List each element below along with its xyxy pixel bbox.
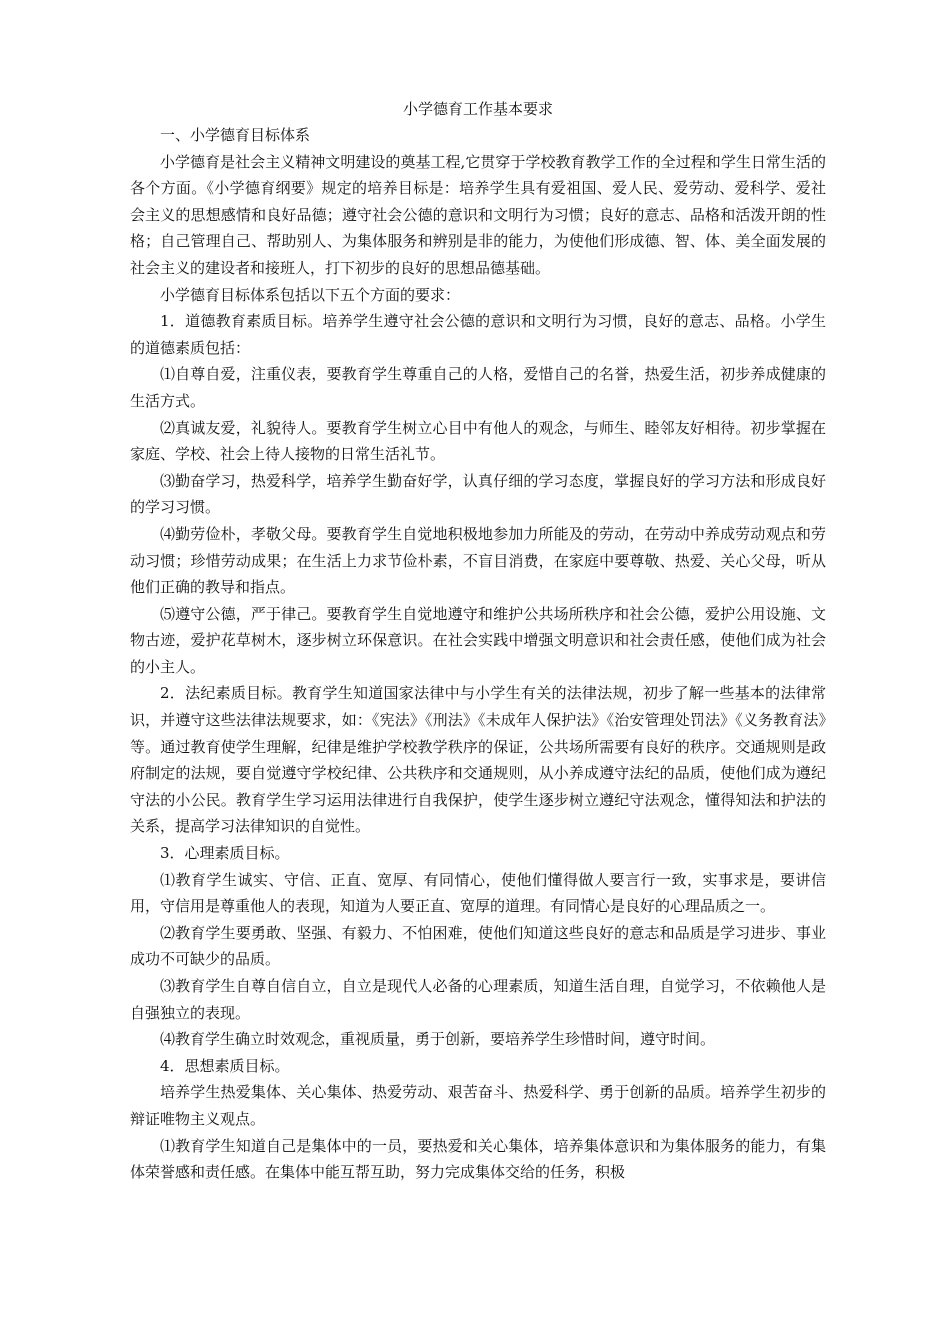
section-heading: 一、小学德育目标体系	[160, 126, 311, 144]
paragraph: 2．法纪素质目标。教育学生知道国家法律中与小学生有关的法律法规，初步了解一些基本的法律常识，并遵守这些法律法规要求，如：《宪法》《刑法》《未成年人保护法》《治安管理处罚法》《义务教育法》等。通过教育使学生理解，纪律是维护学校教学秩序的保证，公共场所需要有良好的秩序。交通规则是政府制定的法规，要自觉遵守学校纪律、公共秩序和交通规则，从小养成遵守法纪的品质，使他们成为遵纪守法的小公民。教育学生学习运用法律进行自我保护，使学生逐步树立遵纪守法观念，懂得知法和护法的关系，提高学习法律知识的自觉性。	[130, 684, 826, 836]
paragraph: 1．道德教育素质目标。培养学生遵守社会公德的意识和文明行为习惯，良好的意志、品格。小学生的道德素质包括：	[130, 312, 826, 357]
list-item: ⑴自尊自爱，注重仪表，要教育学生尊重自己的人格，爱惜自己的名誉，热爱生活，初步养成健康的生活方式。	[130, 365, 826, 410]
document-title: 小学德育工作基本要求	[402, 100, 553, 118]
paragraph: 4．思想素质目标。	[160, 1056, 290, 1075]
list-item: ⑵真诚友爱，礼貌待人。要教育学生树立心目中有他人的观念，与师生、睦邻友好相待。初步掌握在家庭、学校、社会上待人接物的日常生活礼节。	[130, 418, 826, 464]
paragraph: 培养学生热爱集体、关心集体、热爱劳动、艰苦奋斗、热爱科学、勇于创新的品质。培养学生初步的辩证唯物主义观点。	[130, 1083, 826, 1128]
list-item: ⑶勤奋学习，热爱科学，培养学生勤奋好学，认真仔细的学习态度，掌握良好的学习方法和形成良好的学习习惯。	[130, 471, 826, 517]
list-item: ⑷教育学生确立时效观念，重视质量，勇于创新，要培养学生珍惜时间，遵守时间。	[160, 1030, 716, 1049]
paragraph: 3．心理素质目标。	[160, 844, 290, 863]
list-item: ⑷勤劳俭朴，孝敬父母。要教育学生自觉地积极地参加力所能及的劳动，在劳动中养成劳动观点和劳动习惯；珍惜劳动成果；在生活上力求节俭朴素，不盲目消费，在家庭中要尊敬、热爱、关心父母，听从他们正确的教导和指点。	[130, 524, 826, 597]
list-item: ⑴教育学生知道自己是集体中的一员，要热爱和关心集体，培养集体意识和为集体服务的能力，有集体荣誉感和责任感。在集体中能互帮互助，努力完成集体交给的任务，积极	[130, 1136, 826, 1182]
paragraph: 小学德育是社会主义精神文明建设的奠基工程,它贯穿于学校教育教学工作的全过程和学生日常生活的各个方面。《小学德育纲要》规定的培养目标是：培养学生具有爱祖国、爱人民、爱劳动、爱科学、爱社会主义的思想感情和良好品德；遵守社会公德的意识和文明行为习惯；良好的意志、品格和活泼开朗的性格；自己管理自己、帮助别人、为集体服务和辨别是非的能力，为使他们形成德、智、体、美全面发展的社会主义的建设者和接班人，打下初步的良好的思想品德基础。	[130, 152, 826, 277]
list-item: ⑸遵守公德，严于律己。要教育学生自觉地遵守和维护公共场所秩序和社会公德，爱护公用设施、文物古迹，爱护花草树木，逐步树立环保意识。在社会实践中增强文明意识和社会责任感，使他们成为社会的小主人。	[130, 604, 826, 676]
paragraph: 小学德育目标体系包括以下五个方面的要求：	[160, 285, 461, 304]
list-item: ⑶教育学生自尊自信自立，自立是现代人必备的心理素质，知道生活自理，自觉学习，不依赖他人是自强独立的表现。	[130, 977, 826, 1022]
list-item: ⑴教育学生诚实、守信、正直、宽厚、有同情心，使他们懂得做人要言行一致，实事求是，要讲信用，守信用是尊重他人的表现，知道为人要正直、宽厚的道理。有同情心是良好的心理品质之一。	[130, 870, 826, 916]
list-item: ⑵教育学生要勇敢、坚强、有毅力、不怕困难，使他们知道这些良好的意志和品质是学习进步、事业成功不可缺少的品质。	[130, 923, 826, 969]
document-body	[130, 96, 826, 1186]
